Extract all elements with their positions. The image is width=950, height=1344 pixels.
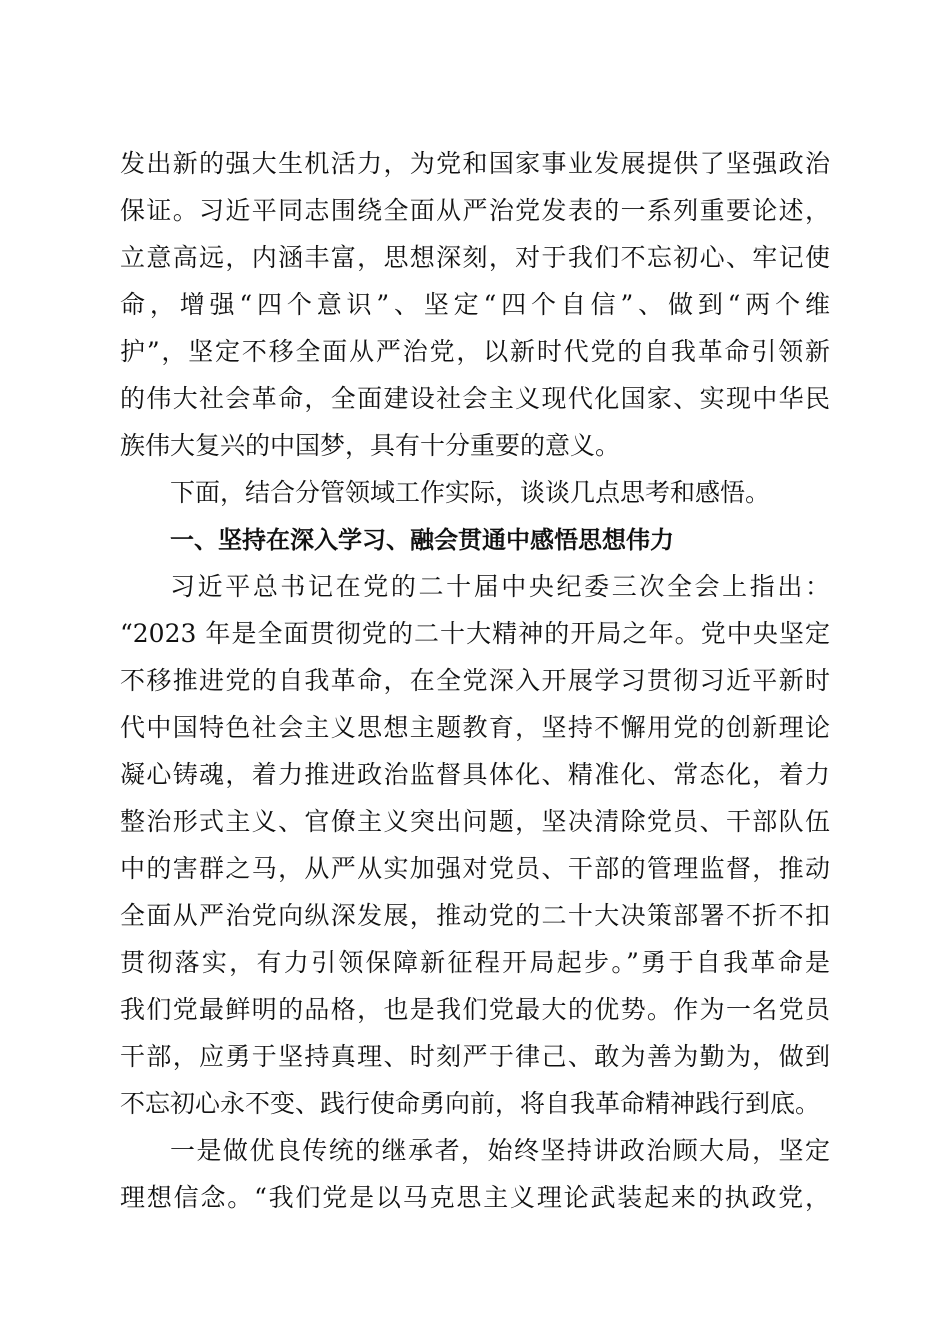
text-line: 保证。习近平同志围绕全面从严治党发表的一系列重要论述，	[120, 196, 830, 225]
text-line: 护”，坚定不移全面从严治党，以新时代党的自我革命引领新	[120, 337, 830, 366]
text-line: 族伟大复兴的中国梦，具有十分重要的意义。	[120, 431, 621, 460]
text-line: 不移推进党的自我革命，在全党深入开展学习贯彻习近平新时	[120, 666, 830, 695]
text-line: 贯彻落实，有力引领保障新征程开局起步。”勇于自我革命是	[120, 948, 830, 977]
text-line: 全面从严治党向纵深发展，推动党的二十大决策部署不折不扣	[120, 901, 830, 930]
text-line: 发出新的强大生机活力，为党和国家事业发展提供了坚强政治	[120, 149, 830, 178]
text-line: 我们党最鲜明的品格，也是我们党最大的优势。作为一名党员	[120, 995, 830, 1024]
section-heading: 一、坚持在深入学习、融会贯通中感悟思想伟力	[170, 526, 674, 554]
text-line: 干部，应勇于坚持真理、时刻严于律己、敢为善为勤为，做到	[120, 1042, 830, 1071]
text-line: 整治形式主义、官僚主义突出问题，坚决清除党员、干部队伍	[120, 807, 830, 836]
paragraph-line: 习近平总书记在党的二十届中央纪委三次全会上指出：	[170, 572, 830, 601]
text-line: 的伟大社会革命，全面建设社会主义现代化国家、实现中华民	[120, 384, 830, 413]
text-line: 代中国特色社会主义思想主题教育，坚持不懈用党的创新理论	[120, 713, 830, 742]
paragraph-line: 一是做优良传统的继承者，始终坚持讲政治顾大局，坚定	[170, 1136, 830, 1165]
text-line: 理想信念。“我们党是以马克思主义理论武装起来的执政党，	[120, 1183, 830, 1212]
text-line: “2023 年是全面贯彻党的二十大精神的开局之年。党中央坚定	[120, 619, 830, 648]
text-line: 凝心铸魂，着力推进政治监督具体化、精准化、常态化，着力	[120, 760, 830, 789]
paragraph-line: 下面，结合分管领域工作实际，谈谈几点思考和感悟。	[170, 478, 771, 507]
text-line: 命，增强“四个意识”、坚定“四个自信”、做到“两个维	[120, 290, 830, 319]
text-line: 不忘初心永不变、践行使命勇向前，将自我革命精神践行到底。	[120, 1089, 821, 1118]
text-line: 中的害群之马，从严从实加强对党员、干部的管理监督，推动	[120, 854, 830, 883]
text-line: 立意高远，内涵丰富，思想深刻，对于我们不忘初心、牢记使	[120, 243, 830, 272]
